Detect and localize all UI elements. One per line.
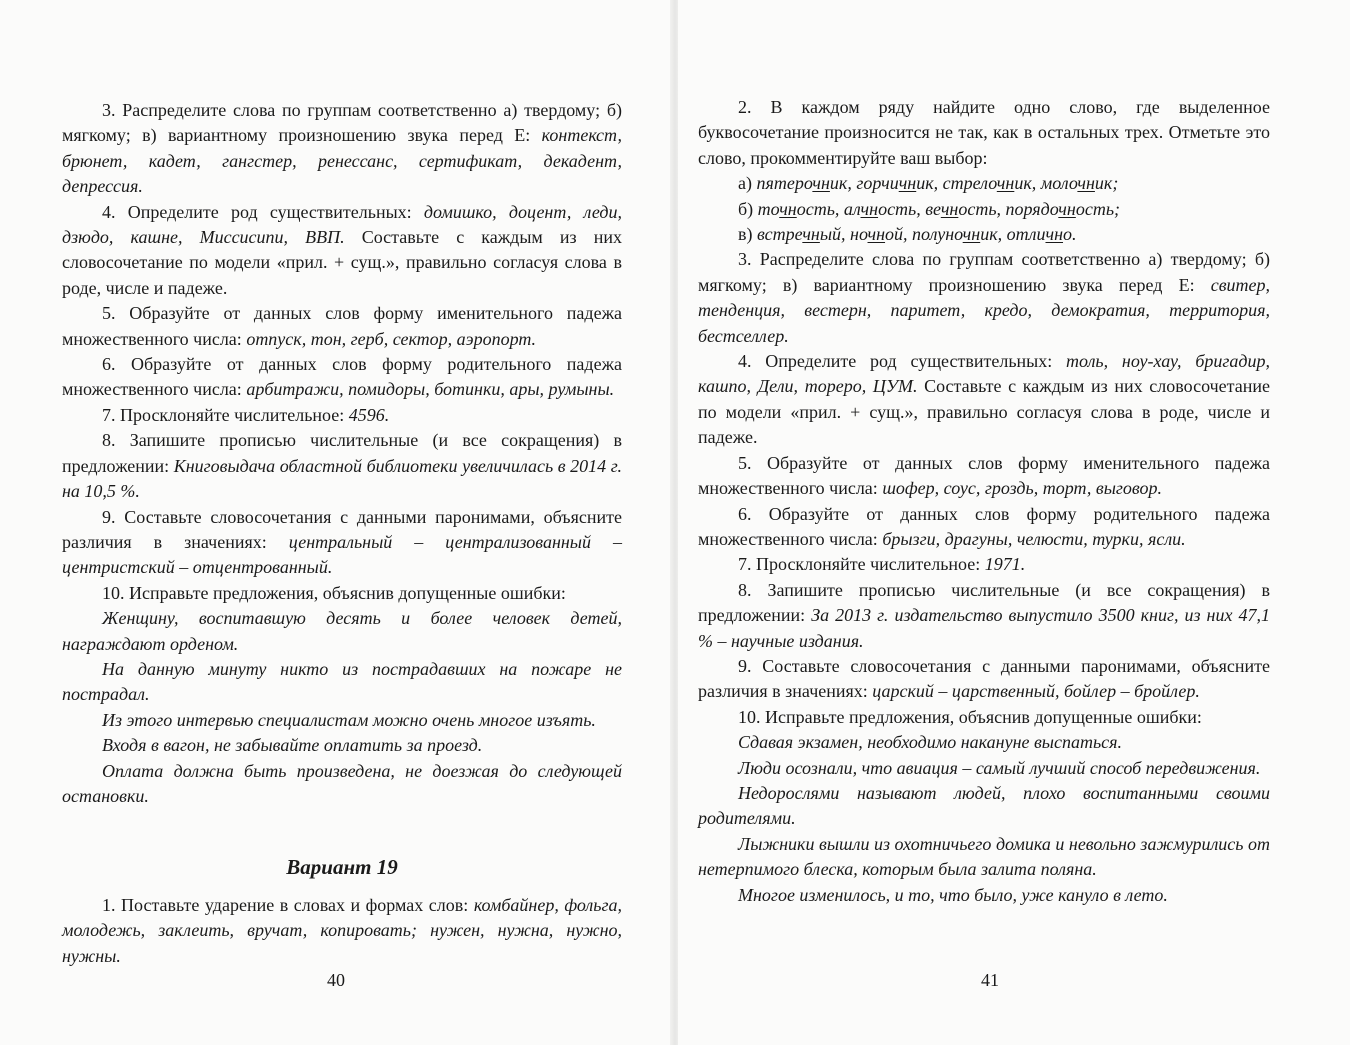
right-page-text [698, 95, 1270, 908]
task-text: 1. Поставьте ударение в словах и формах слов: [102, 894, 474, 915]
task-words: царский – царственный, бойлер – бройлер. [872, 681, 1200, 702]
task-words: За 2013 г. издательство выпустило 3500 книг, из них 47,1 % – научные издания. [698, 605, 1270, 651]
sentence: Оплата должна быть произведена, не доезжая до следующей остановки. [62, 760, 622, 806]
task-text: 7. Просклоняйте числительное: [102, 404, 349, 425]
row-b [698, 197, 1270, 222]
task-text: 4. Определите род существительных: [102, 201, 424, 222]
task-9 [62, 505, 622, 581]
page-number: 40 [327, 970, 345, 990]
task-7 [62, 403, 622, 428]
sentence: Женщину, воспитавшую десять и более человек детей, награждают орденом. [62, 608, 622, 654]
task-9 [698, 654, 1270, 705]
row-words: точность, алчность, вечность, порядочность; [757, 198, 1121, 219]
task-words: отпуск, тон, герб, сектор, аэропорт. [246, 328, 537, 349]
sentence: Многое изменилось, и то, что было, уже кануло в лето. [738, 884, 1168, 905]
task-text: 8. Запишите прописью числительные (и все сокращения) в предложении: [62, 430, 622, 476]
task-5 [62, 301, 622, 352]
row-words: пятерочник, горчичник, стрелочник, молочник; [756, 173, 1119, 194]
task-10: 10. Исправьте предложения, объяснив допущенные ошибки: [738, 706, 1202, 727]
task-6 [62, 352, 622, 403]
variant-task-1 [62, 893, 622, 969]
variant-heading: Вариант 19 [286, 855, 398, 880]
sentence: Лыжники вышли из охотничьего домика и невольно зажмурились от нетерпимого блеска, которым была залита поляна. [698, 833, 1270, 880]
task-8 [698, 578, 1270, 654]
task-3 [62, 98, 622, 200]
task-words: свитер, тенденция, вестерн, паритет, кредо, демократия, территория, бестселлер. [698, 274, 1270, 346]
task-text: 6. Образуйте от данных слов форму родительного падежа множественного числа: [698, 503, 1270, 549]
task-3 [698, 247, 1270, 349]
sentence: Входя в вагон, не забывайте оплатить за проезд. [102, 735, 483, 756]
task-words: домишко, доцент, леди, дзюдо, кашне, Миссисипи, ВВП. [62, 201, 622, 248]
sentence: На данную минуту никто из пострадавших на пожаре не пострадал. [62, 658, 622, 705]
task-words: Книговыдача областной библиотеки увеличилась в 2014 г. на 10,5 %. [62, 455, 622, 502]
row-label: в) [738, 224, 757, 245]
task-text: 3. Распределите слова по группам соответственно а) твердому; б) мягкому; в) вариантному произношению звука перед Е: [62, 100, 622, 146]
task-7 [698, 552, 1270, 577]
row-a [698, 171, 1270, 196]
task-words: толь, ноу-хау, бригадир, кашпо, Дели, тореро, ЦУМ. [698, 351, 1270, 397]
row-label: б) [738, 198, 758, 219]
task-words: арбитражи, помидоры, ботинки, ары, румыны. [246, 379, 615, 400]
task-5 [698, 451, 1270, 502]
sentence: Люди осознали, что авиация – самый лучший способ передвижения. [738, 757, 1261, 778]
task-text: 4. Определите род существительных: [738, 351, 1067, 372]
row-words: встречный, ночной, полуночник, отлично. [757, 224, 1077, 245]
task-words: брызги, драгуны, челюсти, турки, ясли. [882, 528, 1186, 549]
task-text: 5. Образуйте от данных слов форму именительного падежа множественного числа: [698, 452, 1270, 499]
task-text: Составьте с каждым из них словосочетание по модели «прил. + сущ.», правильно согласуя слова в роде, числе и падеже. [698, 376, 1270, 448]
left-page [0, 0, 672, 1045]
sentence: Из этого интервью специалистам можно очень многое изъять. [102, 709, 596, 730]
task-text: Составьте с каждым из них словосочетание по модели «прил. + сущ.», правильно согласуя слова в роде, числе и падеже. [62, 227, 622, 298]
task-text: 3. Распределите слова по группам соответственно а) твердому; б) мягкому; в) вариантному произношению звука перед Е: [698, 249, 1270, 295]
task-words: 4596. [348, 404, 390, 425]
task-words: центральный – централизованный – центристский – отцентрованный. [62, 531, 622, 578]
task-words: комбайнер, фольга, молодежь, заклеить, вручат, копировать; нужен, нужна, нужно, нужны. [62, 894, 622, 966]
task-text: 7. Просклоняйте числительное: [738, 554, 985, 575]
task-10: 10. Исправьте предложения, объяснив допущенные ошибки: [102, 582, 566, 603]
task-4 [62, 200, 622, 302]
task-text: 8. Запишите прописью числительные (и все сокращения) в предложении: [698, 579, 1270, 626]
page-number: 41 [981, 970, 999, 990]
right-page [678, 0, 1350, 1045]
task-words: контекст, брюнет, кадет, гангстер, ренессанс, сертификат, декадент, депрессия. [62, 125, 622, 197]
task-4 [698, 349, 1270, 451]
task-words: 1971. [984, 554, 1026, 575]
sentence: Сдавая экзамен, необходимо накануне выспаться. [738, 732, 1123, 753]
task-text: 9. Составьте словосочетания с данными паронимами, объясните различия в значениях: [62, 506, 622, 552]
task-6 [698, 502, 1270, 553]
left-page-text [62, 98, 622, 969]
task-8 [62, 428, 622, 504]
sentence: Недорослями называют людей, плохо воспитанными своими родителями. [698, 782, 1270, 829]
task-2: 2. В каждом ряду найдите одно слово, где выделенное буквосочетание произносится не так, как в остальных трех. Отметьте это слово, прокомментируйте ваш выбор: [698, 97, 1270, 168]
task-words: шофер, соус, гроздь, торт, выговор. [882, 478, 1163, 499]
row-c [698, 222, 1270, 247]
task-text: 5. Образуйте от данных слов форму именительного падежа множественного числа: [62, 303, 622, 349]
row-label: а) [738, 173, 757, 194]
task-text: 9. Составьте словосочетания с данными паронимами, объясните различия в значениях: [698, 655, 1270, 702]
task-text: 6. Образуйте от данных слов форму родительного падежа множественного числа: [62, 354, 622, 400]
